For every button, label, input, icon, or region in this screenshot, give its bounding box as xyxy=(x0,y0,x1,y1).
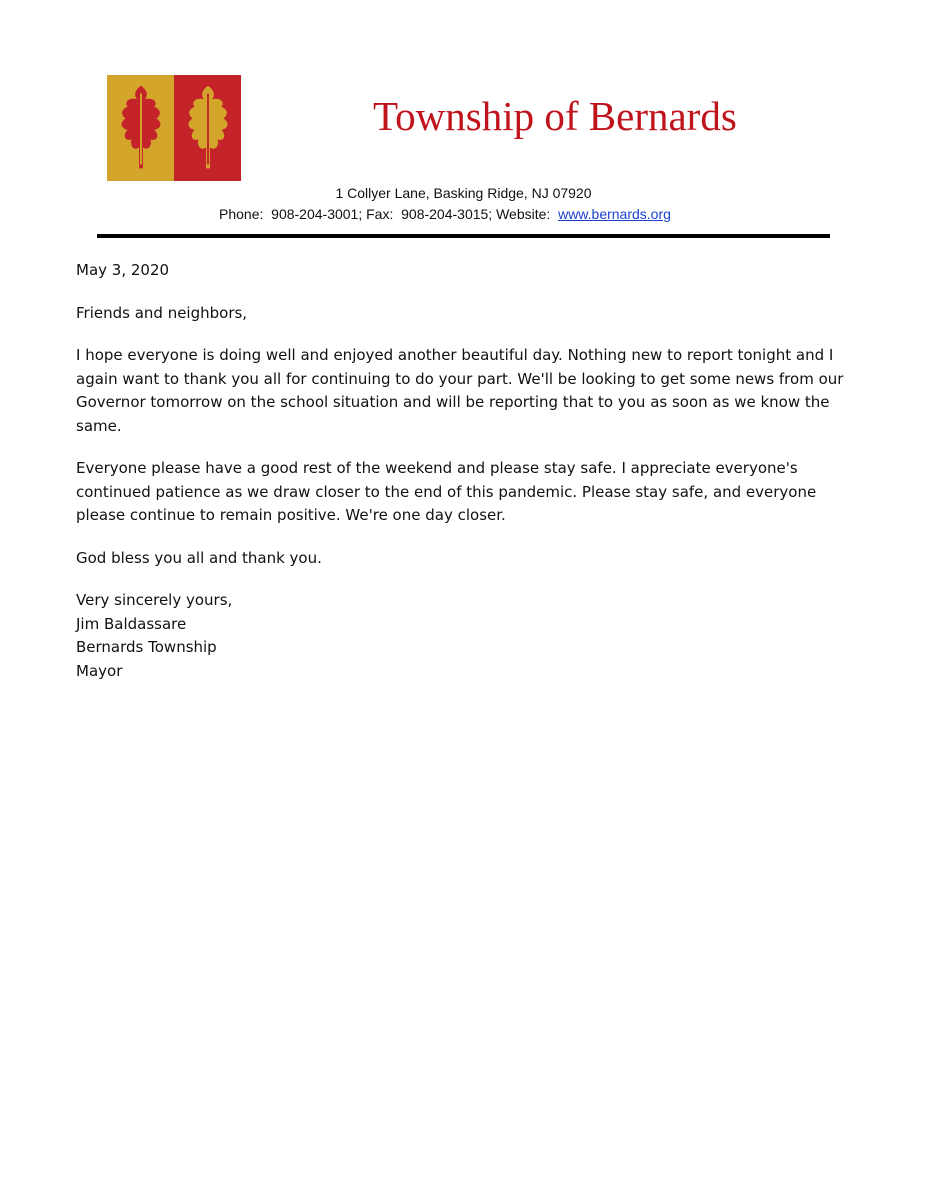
letter-paragraph: God bless you all and thank you. xyxy=(76,548,322,567)
signer-title: Mayor xyxy=(76,661,123,680)
logo-red-panel xyxy=(174,75,241,181)
letter-paragraph: Everyone please have a good rest of the weekend and please stay safe. I appreciate everyone's continued patience as we draw closer to the end of this pandemic. Please stay safe, and everyone please continue to remain positive. We're one day closer. xyxy=(76,459,817,524)
gold-oak-leaf-icon xyxy=(179,80,237,176)
website-link[interactable]: www.bernards.org xyxy=(558,206,671,222)
red-oak-leaf-icon xyxy=(112,80,170,176)
letter-paragraph: I hope everyone is doing well and enjoyed another beautiful day. Nothing new to report tonight and I again want to thank you all for continuing to do your part. We'll be looking to get some news from our Governor tomorrow on the school situation and will be reporting that to you as soon as we know the same. xyxy=(76,346,844,435)
contact-phone-fax: Phone: 908-204-3001; Fax: 908-204-3015; Website: xyxy=(219,206,559,222)
signer-name: Jim Baldassare xyxy=(76,614,187,633)
letter-closing: Very sincerely yours, xyxy=(76,591,233,609)
logo-gold-panel xyxy=(107,75,174,181)
oak-leaf-logo-icon xyxy=(107,75,241,181)
header-divider xyxy=(97,234,830,238)
township-title: Township of Bernards xyxy=(373,93,737,139)
contact-line xyxy=(219,205,671,223)
letter-date: May 3, 2020 xyxy=(76,261,170,279)
township-address xyxy=(0,184,927,202)
letter-body xyxy=(76,259,866,683)
address-line: 1 Collyer Lane, Basking Ridge, NJ 07920 xyxy=(335,185,592,201)
letter-salutation: Friends and neighbors, xyxy=(76,303,248,322)
signer-organization: Bernards Township xyxy=(76,638,217,656)
